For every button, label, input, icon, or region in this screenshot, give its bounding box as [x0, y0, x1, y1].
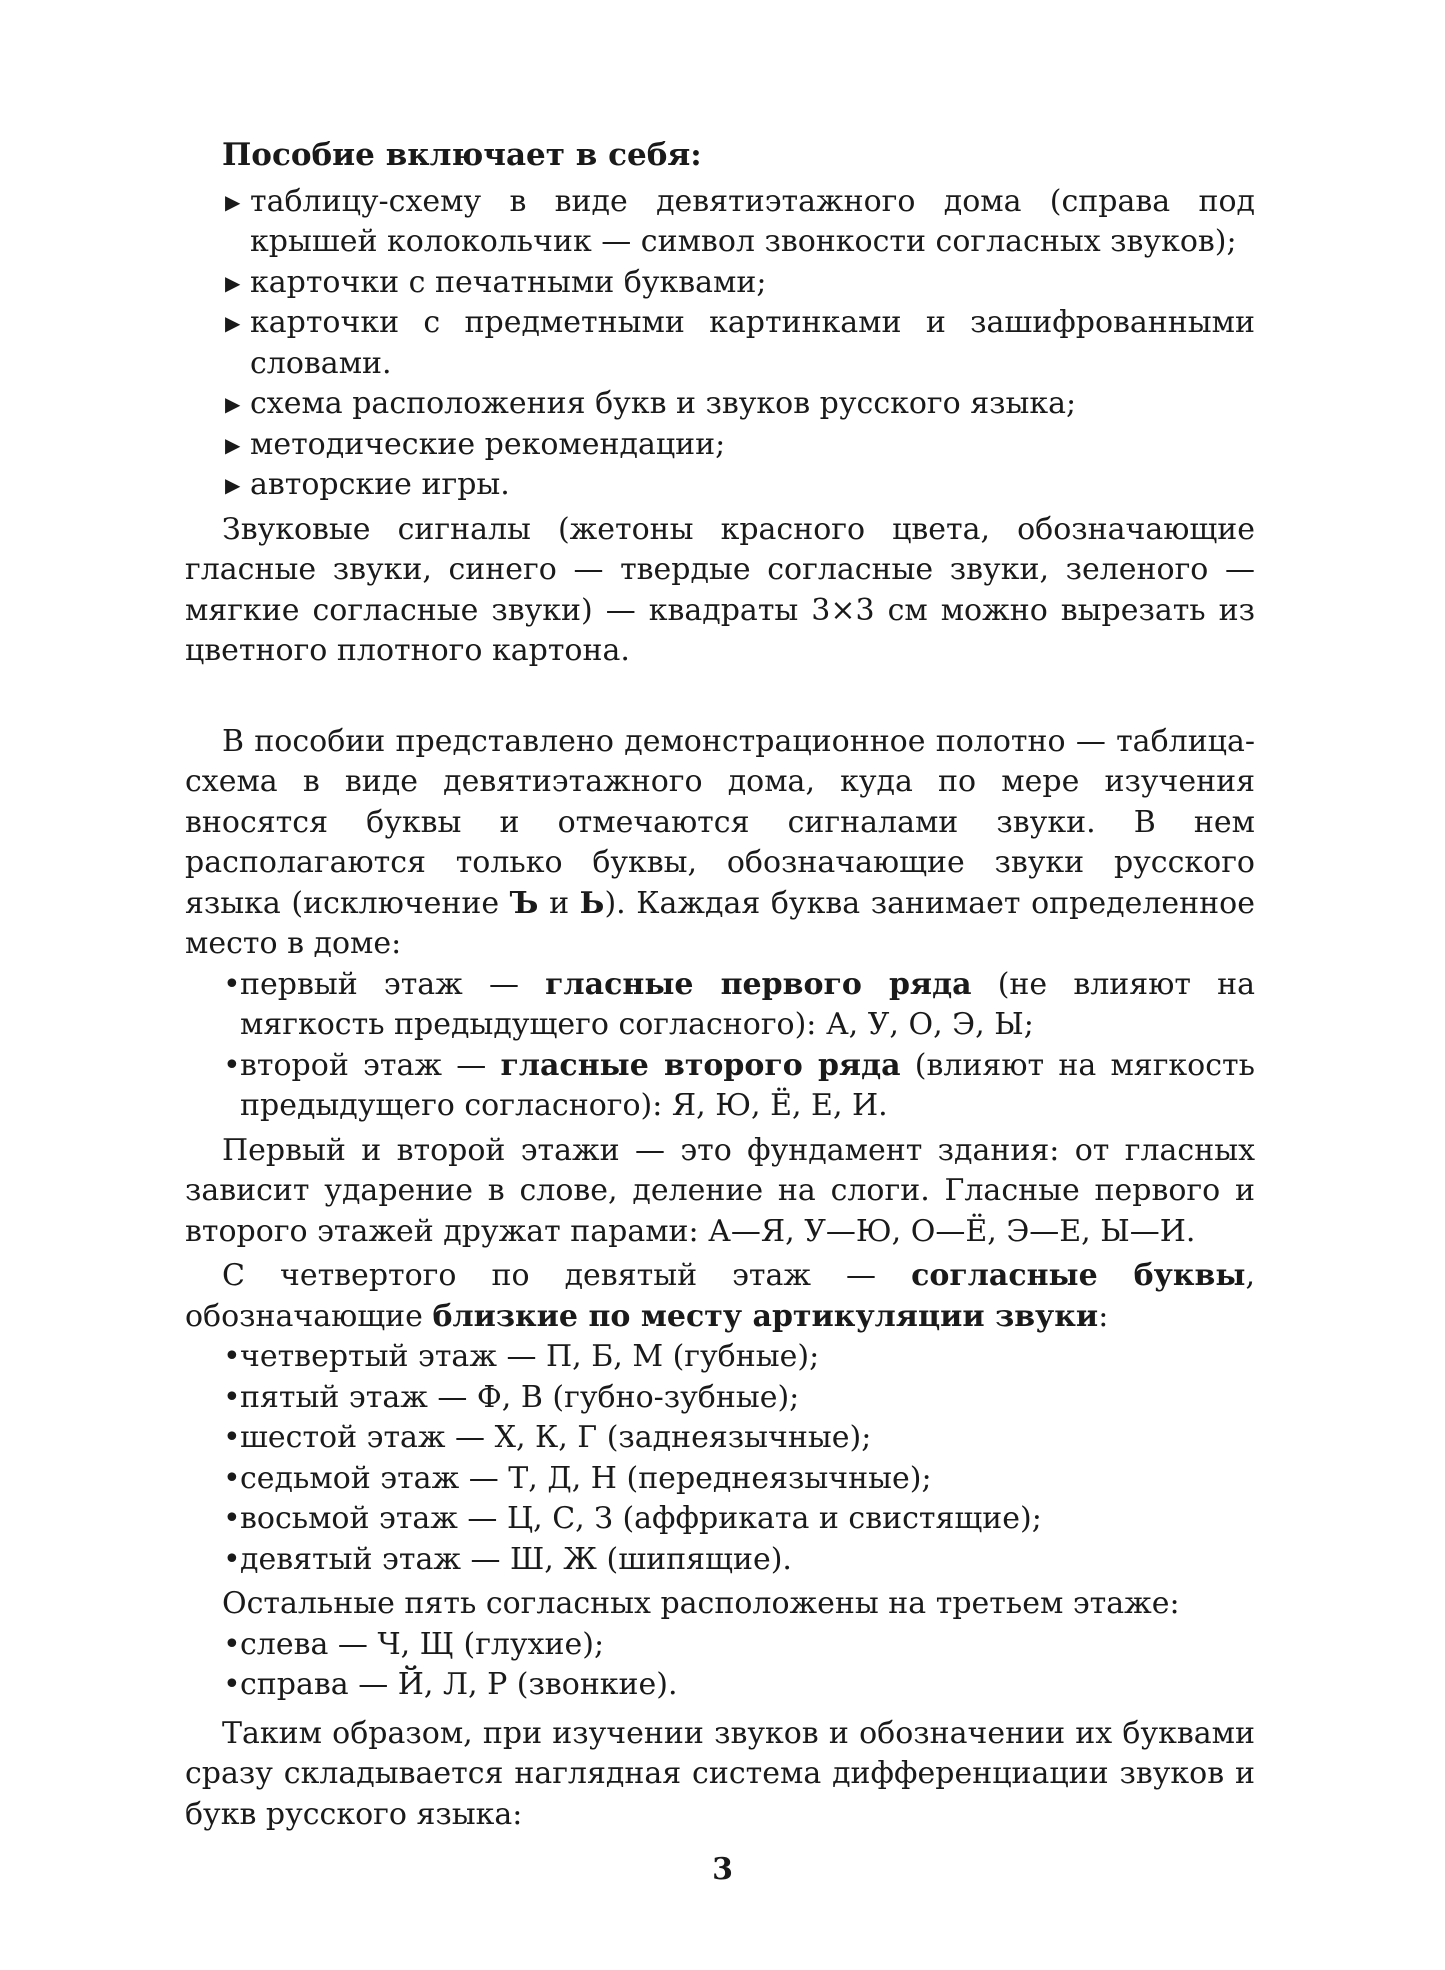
- intro-paragraph: В пособии представлено демонстрационное полотно — таблица-схема в виде девятиэтажного дома, куда по мере изучения вносятся буквы и отмечаются сигналами звуки. В нем располагаются только буквы, обозначающие звуки русского языка (исключение Ъ и Ь). Каждая буква занимает определенное место в доме:: [185, 723, 1255, 961]
- list-item: ▶ карточки с печатными буквами;: [185, 263, 1255, 304]
- arrow-icon: ▶: [225, 392, 241, 416]
- list-item: • восьмой этаж — Ц, С, З (аффриката и свистящие);: [185, 1499, 1255, 1540]
- bullet-icon: •: [223, 1379, 241, 1415]
- page-number: 3: [712, 1852, 733, 1887]
- arrow-icon: ▶: [225, 432, 241, 457]
- bullet-icon: •: [223, 1626, 241, 1662]
- bullet-icon: •: [223, 1339, 241, 1374]
- list-item: • четвертый этаж — П, Б, М (губные);: [185, 1337, 1255, 1378]
- arrow-icon: ▶: [225, 311, 241, 335]
- list-item: ▶ карточки с предметными картинками и зашифрованными словами.: [225, 305, 1255, 381]
- conclusion-paragraph: Таким образом, при изучении звуков и обозначении их буквами сразу складывается наглядная система дифференциации звуков и букв русского языка:: [185, 1715, 1255, 1832]
- third-floor-paragraph: Остальные пять согласных расположены на третьем этаже:: [222, 1586, 1180, 1621]
- arrow-icon: ▶: [225, 270, 241, 295]
- list-item: ▶ авторские игры.: [185, 465, 1255, 506]
- list-item: • слева — Ч, Щ (глухие);: [185, 1625, 1255, 1666]
- bullet-icon: •: [223, 966, 241, 1002]
- bullet-icon: •: [223, 1460, 241, 1496]
- list-item: ▶ методические рекомендации;: [185, 425, 1255, 466]
- consonants-paragraph: С четвертого по девятый этаж — согласные буквы, обозначающие близкие по месту артикуляции звуки:: [185, 1258, 1255, 1334]
- list-item: • справа — Й, Л, Р (звонкие).: [185, 1665, 1255, 1706]
- vowels-list: [185, 965, 1255, 1127]
- list-item: • первый этаж — гласные первого ряда (не влияют на мягкость предыдущего согласного): А, У, О, Э, Ы;: [223, 966, 1255, 1042]
- list-item: • седьмой этаж — Т, Д, Н (переднеязычные);: [185, 1459, 1255, 1500]
- bullet-icon: •: [223, 1047, 241, 1083]
- list-item: • пятый этаж — Ф, В (губно-зубные);: [185, 1378, 1255, 1419]
- bullet-icon: •: [223, 1501, 241, 1536]
- signals-paragraph: Звуковые сигналы (жетоны красного цвета, обозначающие гласные звуки, синего — твердые согласные звуки, зеленого — мягкие согласные звуки) — квадраты 3×3 см можно вырезать из цветного плотного картона.: [185, 511, 1255, 668]
- list-item: • девятый этаж — Ш, Ж (шипящие).: [185, 1540, 1255, 1581]
- third-floor-list: [185, 1625, 1255, 1706]
- list-item: ▶ таблицу-схему в виде девятиэтажного дома (справа под крышей колокольчик — символ звонкости согласных звуков);: [225, 183, 1255, 259]
- section-heading: Пособие включает в себя:: [222, 137, 702, 173]
- page-content: [185, 135, 1255, 1835]
- bullet-icon: •: [223, 1667, 241, 1702]
- floors-list: [185, 1337, 1255, 1580]
- list-item: • второй этаж — гласные второго ряда (влияют на мягкость предыдущего согласного): Я, Ю, Ё, Е, И.: [223, 1047, 1255, 1123]
- list-item: • шестой этаж — Х, К, Г (заднеязычные);: [185, 1418, 1255, 1459]
- bullet-icon: •: [223, 1420, 241, 1455]
- contents-list: [185, 182, 1255, 506]
- list-item: ▶ схема расположения букв и звуков русского языка;: [185, 384, 1255, 425]
- foundation-paragraph: Первый и второй этажи — это фундамент здания: от гласных зависит ударение в слове, деление на слоги. Гласные первого и второго этажей дружат парами: А—Я, У—Ю, О—Ё, Э—Е, Ы—И.: [185, 1132, 1255, 1249]
- arrow-icon: ▶: [225, 189, 241, 214]
- bullet-icon: •: [223, 1541, 241, 1577]
- arrow-icon: ▶: [225, 473, 241, 497]
